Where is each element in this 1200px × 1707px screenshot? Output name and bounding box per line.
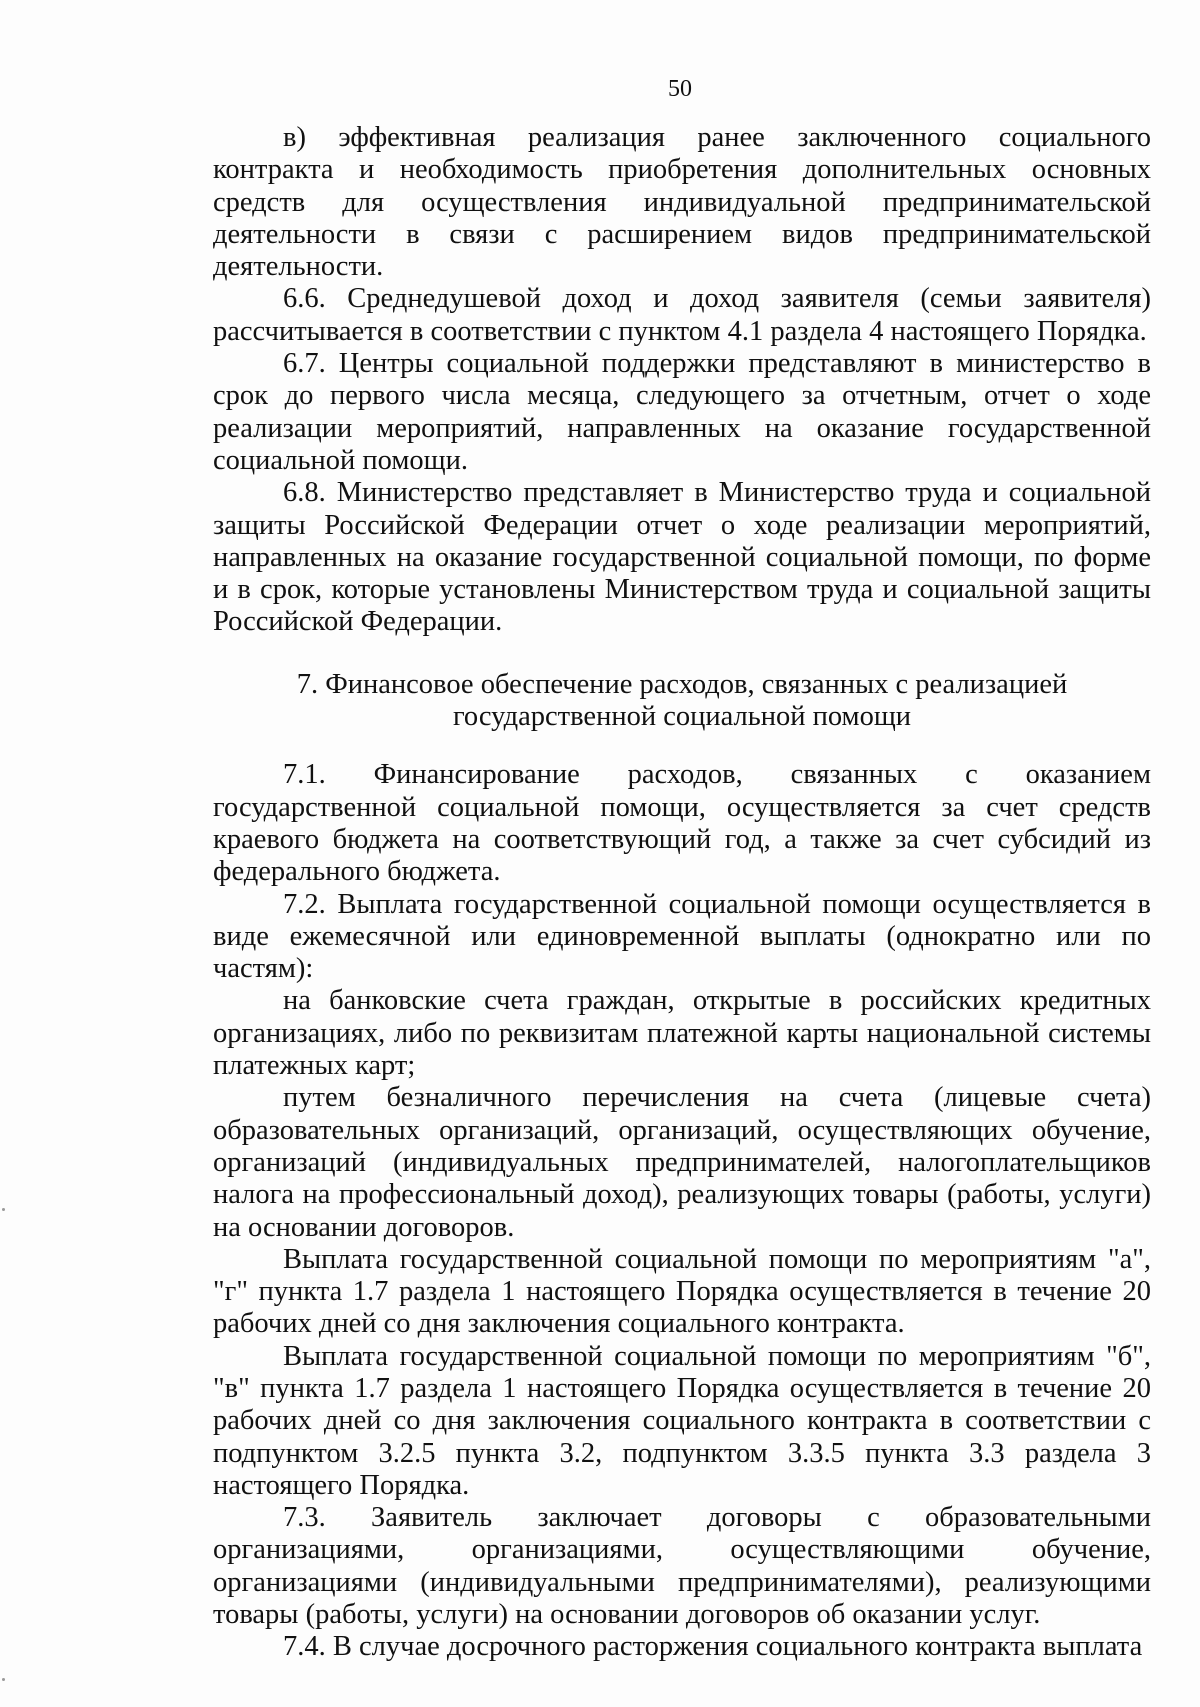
paragraph-7-3: 7.3. Заявитель заключает договоры с образовательными организациями, организациями, осуществляющими обучение, организациями (индивидуальными предпринимателями), реализующими товары (работы, услуги) на основании договоров об оказании услуг. — [213, 1502, 1151, 1631]
paragraph-item-v: в) эффективная реализация ранее заключенного социального контракта и необходимость приобретения дополнительных основных средств для осуществления индивидуальной предпринимательской деятельности в связи с расширением видов предпринимательской деятельности. — [213, 122, 1151, 283]
paragraph-bank-accounts: на банковские счета граждан, открытые в российских кредитных организациях, либо по реквизитам платежной карты национальной системы платежных карт; — [213, 985, 1151, 1082]
paragraph-7-4: 7.4. В случае досрочного расторжения социального контракта выплата — [283, 1631, 1143, 1663]
page-number: 50 — [668, 76, 692, 102]
section-7-heading — [253, 669, 1111, 734]
paragraph-6-6: 6.6. Среднедушевой доход и доход заявителя (семьи заявителя) рассчитывается в соответствии с пунктом 4.1 раздела 4 настоящего Порядка. — [213, 283, 1151, 347]
document-body — [213, 122, 1151, 1664]
section-heading-line-2: государственной социальной помощи — [452, 701, 912, 733]
scan-edge-mark — [2, 1678, 5, 1681]
paragraph-6-7: 6.7. Центры социальной поддержки представляют в министерство в срок до первого числа месяца, следующего за отчетным, отчет о ходе реализации мероприятий, направленных на оказание государственной социальной помощи. — [213, 348, 1151, 476]
scan-edge-mark — [2, 1208, 5, 1211]
paragraph-non-cash-transfer: путем безналичного перечисления на счета (лицевые счета) образовательных организаций, организаций, осуществляющих обучение, организаций (индивидуальных предпринимателей, налогоплательщиков налога на профессиональный доход), реализующих товары (работы, услуги) на основании договоров. — [213, 1082, 1151, 1243]
paragraph-6-8: 6.8. Министерство представляет в Министерство труда и социальной защиты Российской Федерации отчет о ходе реализации мероприятий, направленных на оказание государственной социальной помощи, по форме и в срок, которые установлены Министерством труда и социальной защиты Российской Федерации. — [213, 477, 1151, 638]
paragraph-payment-a-g: Выплата государственной социальной помощи по мероприятиям "а", "г" пункта 1.7 раздела 1 настоящего Порядка осуществляется в течение 20 рабочих дней со дня заключения социального контракта. — [213, 1243, 1151, 1340]
paragraph-7-1: 7.1. Финансирование расходов, связанных с оказанием государственной социальной помощи, осуществляется за счет средств краевого бюджета на соответствующий год, а также за счет субсидий из федерального бюджета. — [213, 759, 1151, 888]
paragraph-payment-b-v: Выплата государственной социальной помощи по мероприятиям "б", "в" пункта 1.7 раздела 1 настоящего Порядка осуществляется в течение 20 рабочих дней со дня заключения социального контракта в соответствии с подпунктом 3.2.5 пункта 3.2, подпунктом 3.3.5 пункта 3.3 раздела 3 настоящего Порядка. — [213, 1340, 1151, 1501]
paragraph-7-2: 7.2. Выплата государственной социальной помощи осуществляется в виде ежемесячной или единовременной выплаты (однократно или по частям): — [213, 888, 1151, 985]
section-heading-line-1: 7. Финансовое обеспечение расходов, связанных с реализацией — [296, 668, 1068, 700]
